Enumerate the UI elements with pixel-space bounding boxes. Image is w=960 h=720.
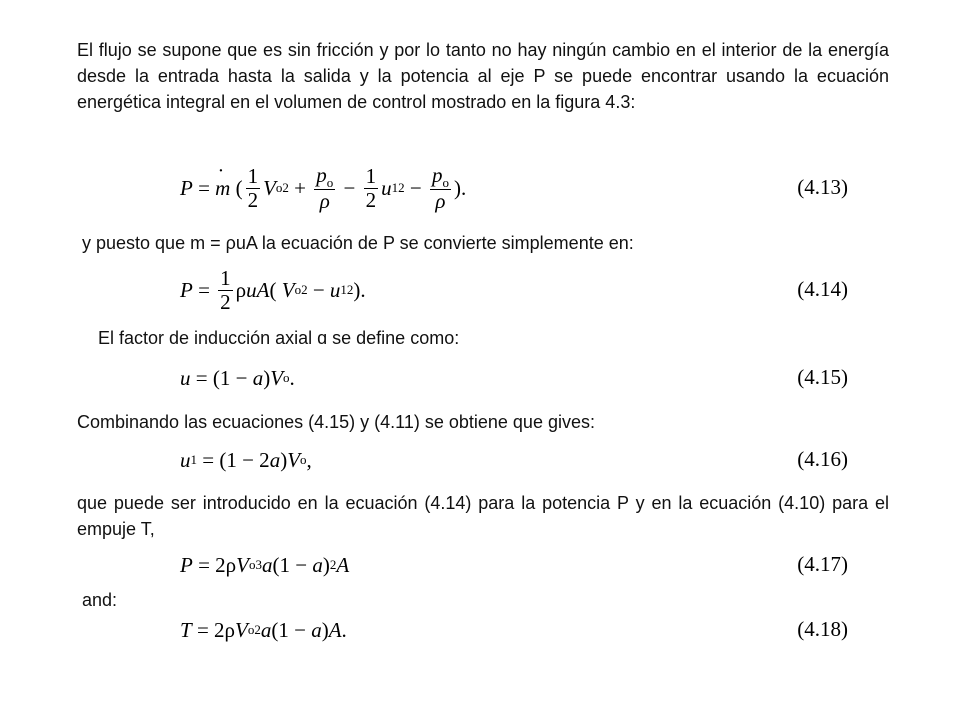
paragraph-mass-flow: y puesto que m = ρuA la ecuación de P se convierte simplemente en:	[82, 233, 634, 253]
equation-4-13: P = · m ( $\frac{1}{2}$ V o 2 + $\frac{p_o}{\rho}$ − $\frac{1}{2}$ u 1 2 − $\frac{p_o}{\rho}$ ).	[180, 164, 466, 212]
paragraph-combining: Combinando las ecuaciones (4.15) y (4.11) se obtiene que gives:	[77, 412, 595, 432]
paragraph-introduce: que puede ser introducido en la ecuación (4.14) para la potencia P y en la ecuación (4.10) para el empuje T,	[77, 493, 889, 539]
equation-4-14: P = $\frac{1}{2}$ ρ uA ( V o 2 − u 1 2 ).	[180, 266, 366, 314]
equation-number-4-14: (4.14)	[797, 277, 848, 301]
equation-number-4-18: (4.18)	[797, 617, 848, 641]
paragraph-induction-factor: El factor de inducción axial ɑ se define como:	[98, 328, 460, 348]
paragraph-and: and:	[82, 590, 118, 610]
equation-4-18: T = 2ρ V o 2 a (1 − a ) A .	[180, 617, 347, 642]
equation-4-15: u = (1 − a ) V o .	[180, 365, 295, 390]
paragraph-intro: El flujo se supone que es sin fricción y por lo tanto no hay ningún cambio en el interior de la energía desde la entrada hasta la salida y la potencia al eje P se puede encontrar usando la ecuación energética integral en el volumen de control mostrado en la figura 4.3:	[77, 40, 889, 112]
equation-number-4-17: (4.17)	[797, 552, 848, 576]
equation-number-4-15: (4.15)	[797, 365, 848, 389]
equation-number-4-16: (4.16)	[797, 447, 848, 471]
equation-4-16: u 1 = (1 − 2 a ) V o ,	[180, 447, 312, 472]
equation-4-17: P = 2ρ V o 3 a (1 − a ) 2 A	[180, 552, 350, 577]
equation-number-4-13: (4.13)	[797, 175, 848, 199]
